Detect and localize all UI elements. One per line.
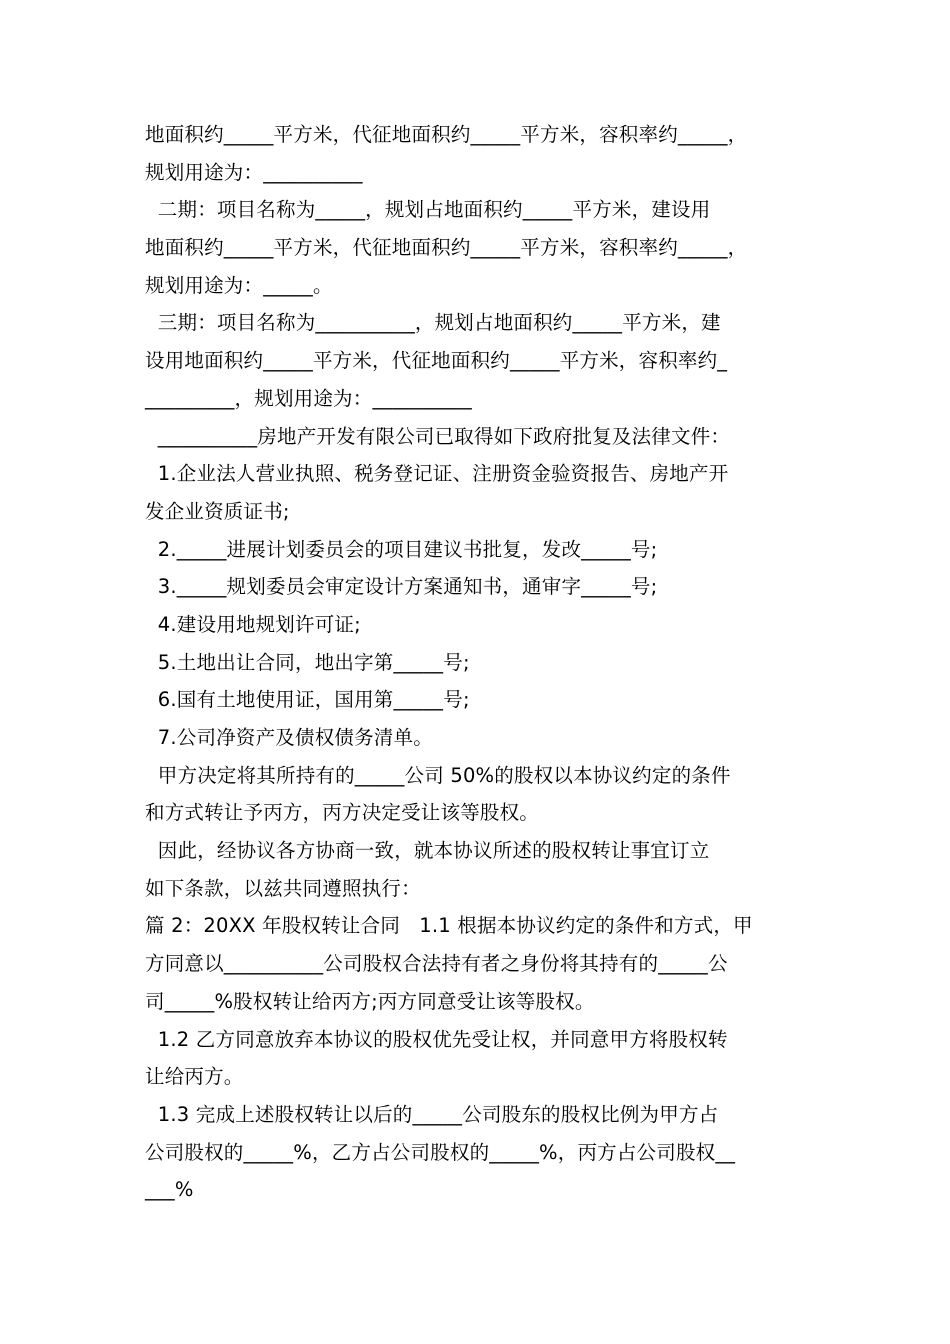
document-body (145, 116, 815, 1209)
text-line: 设用地面积约_____平方米，代征地面积约_____平方米，容积率约_ (145, 349, 728, 373)
text-line: 方同意以__________公司股权合法持有者之身份将其持有的_____公 (145, 952, 728, 976)
text-line: 司_____%股权转让给丙方;丙方同意受让该等股权。 (145, 989, 595, 1013)
text-line: 规划用途为：__________ (145, 160, 363, 184)
text-line: 如下条款，以兹共同遵照执行： (145, 876, 421, 900)
text-line: 3._____规划委员会审定设计方案通知书，通审字_____号; (145, 575, 658, 599)
text-line: 甲方决定将其所持有的_____公司 50%的股权以本协议约定的条件 (145, 763, 731, 787)
text-line: 公司股权的_____%，乙方占公司股权的_____%，丙方占公司股权__ (145, 1140, 736, 1164)
text-line: 地面积约_____平方米，代征地面积约_____平方米，容积率约_____， (145, 123, 748, 146)
text-line: ___% (145, 1178, 194, 1202)
text-line: 2._____进展计划委员会的项目建议书批复，发改_____号; (145, 537, 658, 561)
text-line: __________房地产开发有限公司已取得如下政府批复及法律文件： (145, 424, 731, 448)
text-line: _________，规划用途为：__________ (145, 386, 472, 410)
text-line: 5.土地出让合同，地出字第_____号; (145, 650, 470, 674)
text-line: 因此，经协议各方协商一致，就本协议所述的股权转让事宜订立 (145, 839, 710, 863)
text-line: 三期：项目名称为__________，规划占地面积约_____平方米，建 (145, 311, 721, 335)
text-line: 1.企业法人营业执照、税务登记证、注册资金验资报告、房地产开 (145, 462, 729, 486)
text-line: 二期：项目名称为_____，规划占地面积约_____平方米，建设用 (145, 198, 711, 222)
text-line: 让给丙方。 (145, 1065, 244, 1089)
text-line: 4.建设用地规划许可证; (145, 612, 361, 636)
text-line: 发企业资质证书; (145, 499, 290, 523)
text-line: 1.3 完成上述股权转让以后的_____公司股东的股权比例为甲方占 (145, 1102, 719, 1126)
text-line: 7.公司净资产及债权债务清单。 (145, 726, 433, 749)
text-line: 规划用途为：_____。 (145, 273, 333, 297)
text-line: 篇 2：20XX 年股权转让合同 1.1 根据本协议约定的条件和方式，甲 (145, 914, 753, 938)
text-line: 和方式转让予丙方，丙方决定受让该等股权。 (145, 801, 540, 825)
text-line: 1.2 乙方同意放弃本协议的股权优先受让权，并同意甲方将股权转 (145, 1027, 728, 1051)
text-line: 6.国有土地使用证，国用第_____号; (145, 688, 470, 712)
text-line: 地面积约_____平方米，代征地面积约_____平方米，容积率约_____， (145, 236, 748, 260)
